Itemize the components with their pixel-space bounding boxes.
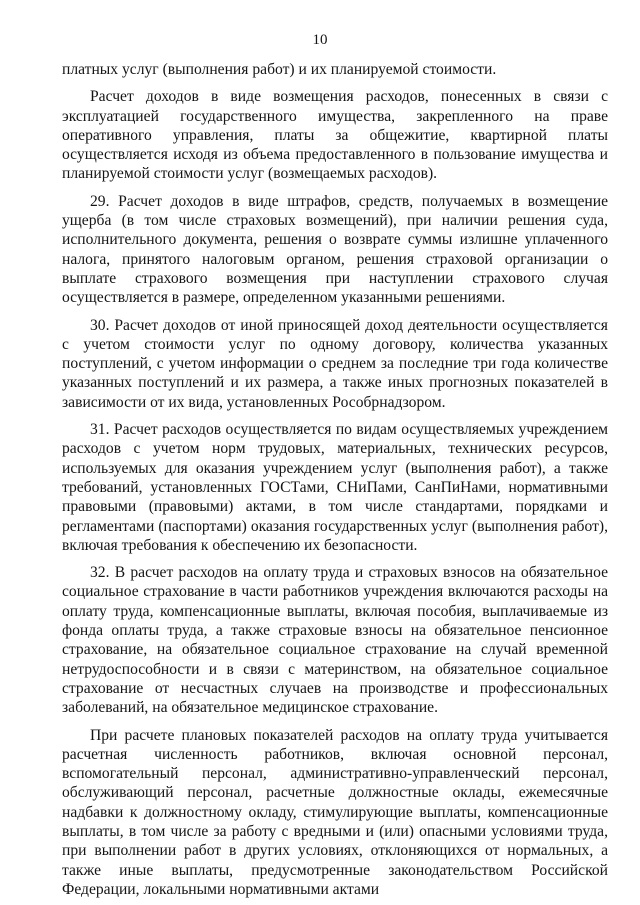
body-text [62,60,608,903]
paragraph-29-fines: 29. Расчет доходов в виде штрафов, средств, получаемых в возмещение ущерба (в том числе страховых возмещений), при наличии решения суда, исполнительного документа, решения о возврате суммы излишне уплаченного налога, принятого налоговым органом, решения страховой организации о выплате страхового возмещения при наступлении страхового случая осуществляется в размере, определенном указанными решениями. [62,192,608,307]
paragraph-labor-planning: При расчете плановых показателей расходов на оплату труда учитывается расчетная численность работников, включая основной персонал, вспомогательный персонал, административно-управленческий персонал, обслуживающий персонал, расчетные должностные оклады, ежемесячные надбавки к должностному окладу, стимулирующие выплаты, компенсационные выплаты, в том числе за работу с вредными и (или) опасными условиями труда, при выполнении работ в других условиях, отклоняющихся от нормальных, а также иные выплаты, предусмотренные законодательством Российской Федерации, локальными нормативными актами [62,726,608,898]
paragraph-30-other-income: 30. Расчет доходов от иной приносящей доход деятельности осуществляется с учетом стоимости услуг по одному договору, количества указанных поступлений, с учетом информации о среднем за последние три года количестве указанных поступлений и их размера, а также иных прогнозных показателей в зависимости от их вида, установленных Рособрнадзором. [62,316,608,411]
page-number: 10 [312,32,328,48]
paragraph-32-labor-costs: 32. В расчет расходов на оплату труда и страховых взносов на обязательное социальное страхование в части работников учреждения включаются расходы на оплату труда, компенсационные выплаты, включая пособия, выплачиваемые из фонда оплаты труда, а также страховые взносы на обязательное пенсионное страхование, на обязательное социальное страхование на случай временной нетрудоспособности и в связи с материнством, на обязательное социальное страхование от несчастных случаев на производстве и профессиональных заболеваний, на обязательное медицинское страхование. [62,564,608,717]
paragraph-income-reimbursement: Расчет доходов в виде возмещения расходов, понесенных в связи с эксплуатацией государственного имущества, закрепленного на праве оперативного управления, платы за общежитие, квартирной платы осуществляется исходя из объема предоставленного в пользование имущества и планируемой стоимости услуг (возмещаемых расходов). [62,88,608,183]
paragraph-31-expenses: 31. Расчет расходов осуществляется по видам осуществляемых учреждением расходов с учетом норм трудовых, материальных, технических ресурсов, используемых для оказания учреждением услуг (выполнения работ), а также требований, установленных ГОСТами, СНиПами, СанПиНами, нормативными правовыми (правовыми) актами, в том числе стандартами, порядками и регламентами (паспортами) оказания государственных услуг (выполнения работ), включая требования к обеспечению их безопасности. [62,421,608,554]
paragraph-continuation: платных услуг (выполнения работ) и их планируемой стоимости. [62,61,497,78]
